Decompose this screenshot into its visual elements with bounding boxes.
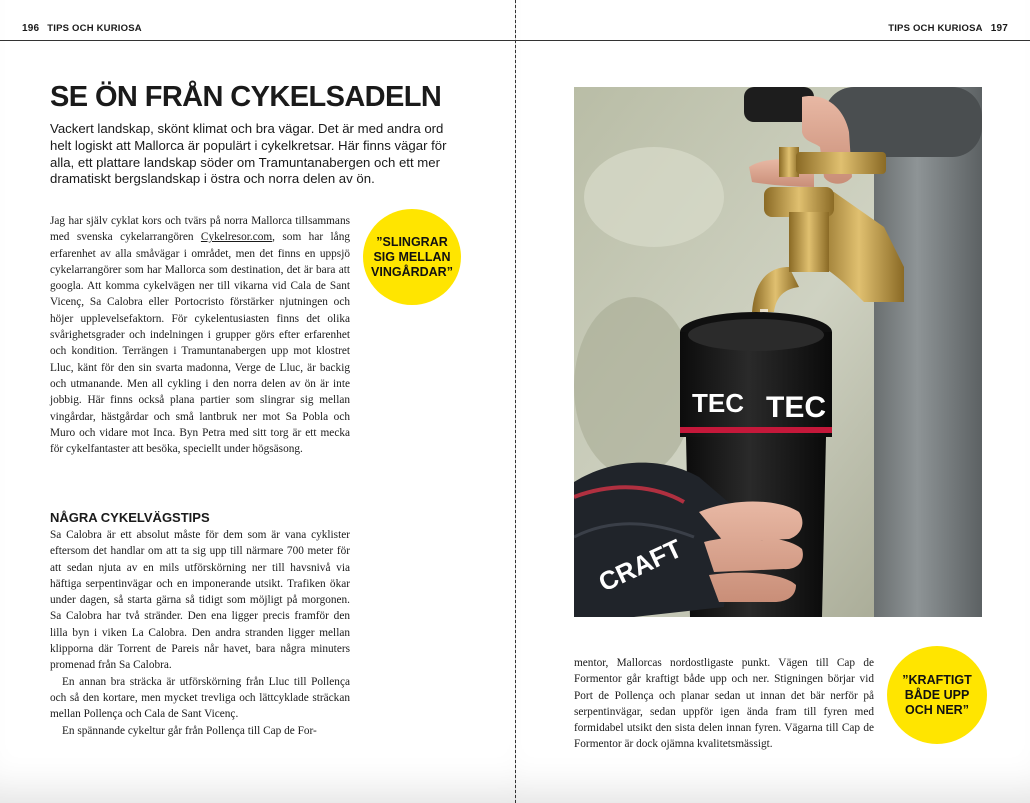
continued-paragraph: mentor, Mallorcas nordostligaste punkt. Vägen till Cap de Formentor går kraftigt både upp och ner. Stigningen börjar vid Port de Pollença och planar sedan ut innan det bär nerför på serpentinvägar, sedan uppför igen ända fram till fyren med formidabel utsikt den sista delen innan fyren. Vägarna till Cap de Formentor är dock ojämna kvalitetsmässigt. (574, 657, 874, 751)
header-rule-right (516, 40, 1030, 41)
bottle-brand-text-1: TEC (692, 388, 744, 418)
cyclist-water-bottle-photo (574, 87, 982, 617)
pullquote-badge-left (363, 209, 461, 305)
section-title-right: TIPS OCH KURIOSA (888, 22, 983, 34)
body-text-post-link: , som har lång erfarenhet av alla småvägar i området, men det finns en uppsjö cykelarrangörer som har Mallorca som destination, det är bara att googla. Att komma cykelvägen ner till vikarna vid Cala de Sant Vicenç, Sa Calobra eller Portocristo förstärker njutningen och höjer upplevelsefaktorn. För cykelentusiasten finns det olika svårighetsgrader och indelningen i grupper görs efter erfarenhet och kondition. Terrängen i Tramuntanabergen upp mot klostret Lluc, känt för den sin svarta madonna, Verge de Lluc, är backig och utmanande. Men all cykling i den norra delen av ön är inte jobbig. Här finns också plana partier som slingrar sig mellan vingårdar, hästgårdar och små lantbruk ner mot Sa Pobla och Muro och vidare mot Inca. Byn Petra med sitt torg är ett mecka för cykelfantaster att besöka, speciellt under högsäsong. (50, 231, 350, 456)
article-headline: SE ÖN FRÅN CYKELSADELN (50, 81, 442, 113)
right-page (516, 0, 1030, 803)
tips-paragraph: Sa Calobra är ett absolut måste för dem som är vana cyklister eftersom det handlar om att ta sig upp till närmare 700 meter för att sedan njuta av en mils utförskörning ner till havsnivå via häftiga serpentinvägar och en imponerande utsikt. Trafiken ökar under dagen, så starta gärna så tidigt som möjligt på morgonen. Sa Calobra har två stränder. Den ena ligger precis framför den lilla byn i viken La Calobra. Den andra stranden ligger mellan klipporna där Torrent de Pareis når havet, bara några minuters promenad från Sa Calobra. (50, 529, 350, 672)
pullquote-text-left: ”SLINGRAR SIG MELLAN VINGÅRDAR” (371, 234, 453, 279)
body-column-continued (574, 655, 874, 753)
bottle-brand-text-2: TEC (766, 391, 826, 424)
tips-paragraph: En spännande cykeltur går från Pollença till Cap de For- (62, 724, 317, 737)
stone-post (874, 87, 982, 617)
article-ingress: Vackert landskap, skönt klimat och bra vägar. Det är med andra ord helt logiskt att Mallorca är populärt i cykelkretsar. Här finns vägar för alla, ett plattare landskap söder om Tramuntanabergen och ett mer dramatiskt bergslandskap i östra och norra delen av ön. (50, 121, 447, 187)
page-number-left: 196 (22, 22, 40, 34)
pullquote-badge-right (887, 646, 987, 744)
page-number-right: 197 (990, 22, 1008, 34)
cykelresor-link[interactable]: Cykelresor.com (200, 231, 273, 244)
running-head-left (22, 14, 142, 42)
body-column-tips (50, 527, 350, 739)
body-column-intro (50, 213, 350, 457)
pullquote-text-right: ”KRAFTIGT BÅDE UPP OCH NER” (902, 672, 972, 717)
section-subheading: NÅGRA CYKELVÄGSTIPS (50, 510, 210, 525)
tips-paragraph: En annan bra sträcka är utförskörning från Lluc till Pollença och så den kortare, men mycket trevliga och lättcyklade sträckan mellan Pollença och Cala de Sant Vicenç. (50, 675, 350, 721)
running-head-right (888, 14, 1008, 42)
section-title-left: TIPS OCH KURIOSA (47, 22, 142, 34)
header-rule-left (0, 40, 515, 41)
body-text-pre-link: Jag har själv cyklat kors och tvärs på norra Mallorca tillsammans med svenska cykelarrangören (50, 215, 350, 244)
glove-brand-text: CRAFT (593, 533, 687, 598)
fingers (699, 501, 803, 602)
